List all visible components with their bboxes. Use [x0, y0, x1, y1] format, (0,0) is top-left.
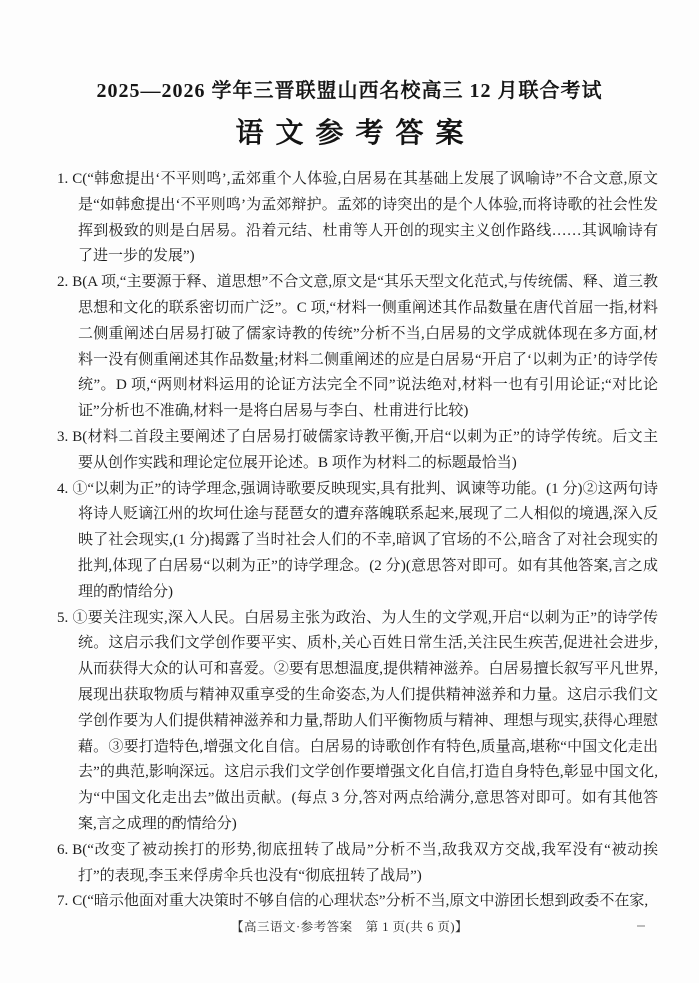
- answer-number-6: 6.: [57, 841, 69, 858]
- answer-item-3: [57, 425, 658, 477]
- answer-number-2: 2.: [57, 274, 69, 291]
- answer-number-5: 5.: [57, 609, 69, 626]
- answer-item-5: [57, 606, 658, 838]
- answer-item-1: [57, 167, 658, 270]
- page-footer-text: 【高三语文·参考答案 第 1 页(共 6 页)】: [231, 920, 468, 934]
- answer-item-7: [57, 889, 658, 915]
- answer-text-5: ①要关注现实,深入人民。白居易主张为政治、为人生的文学观,开启“以刺为正”的诗学传统。这启示我们文学创作要平实、质朴,关心百姓日常生活,关注民生疾苦,促进社会进步,从而获得大众的认可和喜爱。②要有思想温度,提供精神滋养。白居易擅长叙写平凡世界,展现出获取物质与精神双重享受的生命姿态,为人们提供精神滋养和力量。这启示我们文学创作要为人们提供精神滋养和力量,帮助人们平衡物质与精神、理想与现实,获得心理慰藉。③要打造特色,增强文化自信。白居易的诗歌创作有特色,质量高,堪称“中国文化走出去”的典范,影响深远。这启示我们文学创作要增强文化自信,打造自身特色,彰显中国文化,为“中国文化走出去”做出贡献。(每点 3 分,答对两点给满分,意思答对即可。如有其他答案,言之成理的酌情给分): [72, 609, 658, 832]
- answer-number-4: 4.: [57, 480, 69, 497]
- answer-number-7: 7.: [57, 893, 69, 910]
- answers-body: [57, 167, 658, 915]
- answer-item-4: [57, 477, 658, 606]
- answer-text-6: B(“改变了被动挨打的形势,彻底扭转了战局”分析不当,敌我双方交战,我军没有“被动挨打”的表现,李玉来俘虏伞兵也没有“彻底扭转了战局”): [72, 841, 658, 884]
- answer-text-3: B(材料二首段主要阐述了白居易打破儒家诗教平衡,开启“以刺为正”的诗学传统。后文主要从创作实践和理论定位展开论述。B 项作为材料二的标题最恰当): [72, 428, 658, 471]
- answer-item-2: [57, 270, 658, 425]
- answer-number-1: 1.: [57, 171, 69, 187]
- answer-text-4: ①“以刺为正”的诗学理念,强调诗歌要反映现实,具有批判、讽谏等功能。(1 分)②这两句诗将诗人贬谪江州的坎坷仕途与琵琶女的遭弃落魄联系起来,展现了二人相似的境遇,深入反映了社会现实,(1 分)揭露了当时社会人们的不幸,暗讽了官场的不公,暗含了对社会现实的批判,体现了白居易“以刺为正”的诗学理念。(2 分)(意思答对即可。如有其他答案,言之成理的酌情给分): [72, 480, 658, 600]
- scan-artifact-mark: [637, 925, 645, 927]
- answer-number-3: 3.: [57, 428, 69, 445]
- answer-item-6: [57, 838, 658, 890]
- answer-text-7: C(“暗示他面对重大决策时不够自信的心理状态”分析不当,原文中游团长想到政委不在家,: [72, 893, 649, 910]
- answer-text-2: B(A 项,“主要源于释、道思想”不合文意,原文是“其乐天型文化范式,与传统儒、释、道三教思想和文化的联系密切而广泛”。C 项,“材料一侧重阐述其作品数量在唐代首屈一指,材料二侧重阐述白居易打破了儒家诗教的传统”分析不当,白居易的文学成就体现在多方面,材料一没有侧重阐述其作品数量;材料二侧重阐述的应是白居易“开启了‘以刺为正’的诗学传统”。D 项,“两则材料运用的论证方法完全不同”说法绝对,材料一也有引用论证;“对比论证”分析也不准确,材料一是将白居易与李白、杜甫进行比较): [72, 274, 658, 420]
- answer-text-1: C(“韩愈提出‘不平则鸣’,孟郊重个人体验,白居易在其基础上发展了讽喻诗”不合文意,原文是“如韩愈提出‘不平则鸣’为孟郊辩护。孟郊的诗突出的是个人体验,而将诗歌的社会性发挥到极致的则是白居易。沿着元结、杜甫等人开创的现实主义创作路线……其讽喻诗有了进一步的发展”): [72, 171, 658, 265]
- exam-title: 2025—2026 学年三晋联盟山西名校高三 12 月联合考试: [96, 80, 603, 102]
- document-title: 语文参考答案: [235, 118, 476, 149]
- page-footer: [0, 917, 699, 935]
- document-header: [0, 0, 699, 151]
